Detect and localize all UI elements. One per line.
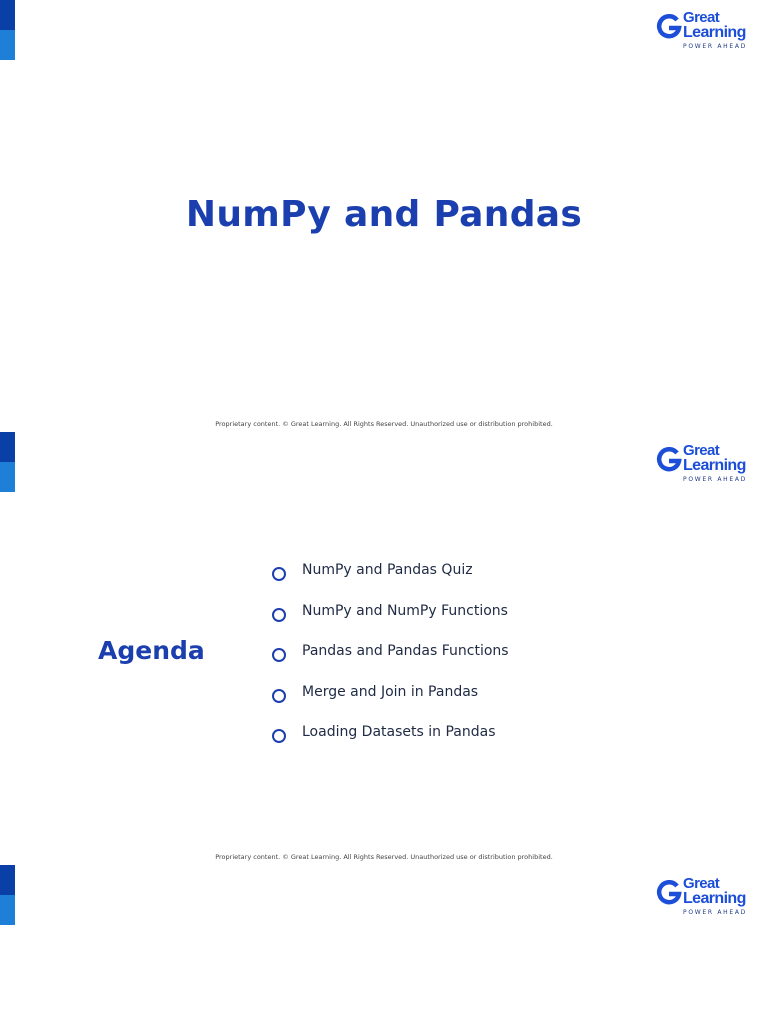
circle-bullet-icon [272,608,286,622]
circle-bullet-icon [272,729,286,743]
logo-tagline: POWER AHEAD [683,476,747,483]
logo-word-great: Great [683,442,720,459]
slide-accent-bar [0,0,15,60]
proprietary-footer: Proprietary content. © Great Learning. All Rights Reserved. Unauthorized use or distribution prohibited. [215,853,553,861]
great-learning-logo [656,10,756,54]
proprietary-footer: Proprietary content. © Great Learning. All Rights Reserved. Unauthorized use or distribution prohibited. [215,420,553,428]
logo-word-great: Great [683,9,720,26]
agenda-item-label: Pandas and Pandas Functions [302,643,509,659]
circle-bullet-icon [272,648,286,662]
agenda-item-label: NumPy and NumPy Functions [302,602,508,619]
circle-bullet-icon [272,567,286,581]
agenda-heading: Agenda [98,636,205,665]
great-learning-logo [656,876,756,920]
g-logo-icon [656,447,682,473]
g-logo-icon [656,880,682,906]
agenda-slide [0,432,768,865]
logo-word-learning: Learning [683,890,746,907]
logo-tagline: POWER AHEAD [683,909,747,916]
slide-accent-bar [0,432,15,492]
g-logo-icon [656,14,682,40]
circle-bullet-icon [272,689,286,703]
slide-title: NumPy and Pandas [185,194,583,235]
logo-word-learning: Learning [683,24,746,41]
logo-word-great: Great [683,875,720,892]
agenda-item-label: NumPy and Pandas Quiz [302,562,473,578]
logo-word-learning: Learning [683,457,746,474]
great-learning-logo [656,443,756,487]
logo-tagline: POWER AHEAD [683,43,747,50]
agenda-item-label: Merge and Join in Pandas [302,683,479,700]
agenda-item-label: Loading Datasets in Pandas [302,724,496,740]
next-slide [0,865,768,1024]
slide-accent-bar [0,865,15,925]
title-slide [0,0,768,432]
